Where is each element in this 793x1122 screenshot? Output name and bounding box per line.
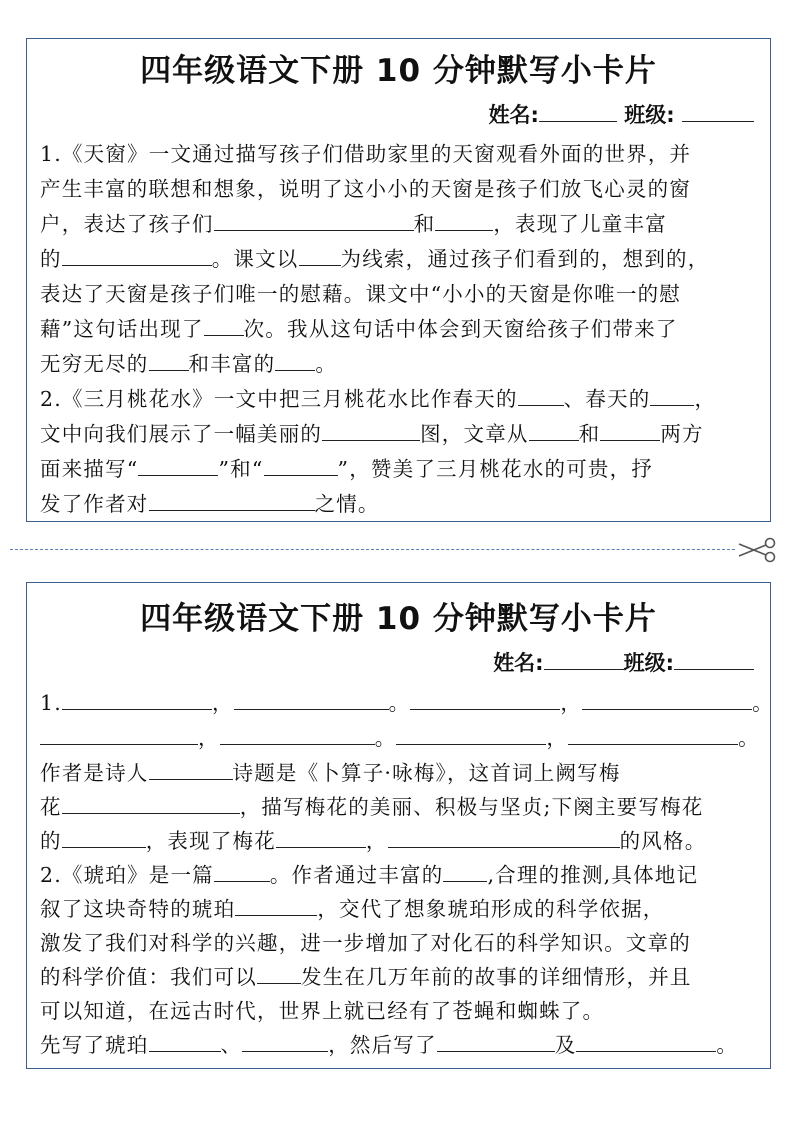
answer-blank[interactable] [234, 691, 389, 710]
answer-blank[interactable] [576, 1033, 716, 1052]
text-line [40, 824, 706, 854]
answer-blank[interactable] [264, 457, 338, 476]
text-segment: 先写了琥珀 [40, 1033, 149, 1057]
item-number: 1. [40, 691, 62, 715]
text-segment: ，然后写了 [328, 1033, 437, 1057]
punct: ， [560, 691, 583, 715]
answer-blank[interactable] [435, 212, 493, 231]
name-class-row [493, 647, 754, 677]
text-segment: 2.《琥珀》是一篇 [40, 863, 214, 887]
punct: ， [198, 726, 220, 750]
text-segment: 次。我从这句话中体会到天窗给孩子们带来了 [243, 317, 678, 341]
text-segment: 发生在几万年前的故事的详细情形，并且 [301, 965, 692, 989]
poem-line-2 [40, 721, 760, 751]
answer-blank[interactable] [149, 1033, 221, 1052]
answer-blank[interactable] [437, 1033, 555, 1052]
dictation-card-1 [26, 38, 771, 522]
text-line: 表达了天窗是孩子们唯一的慰藉。课文中“小小的天窗是你唯一的慰 [40, 282, 681, 306]
answer-blank[interactable] [276, 829, 366, 848]
answer-blank[interactable] [149, 492, 315, 511]
text-segment: 和 [413, 212, 436, 236]
text-line [40, 756, 621, 786]
text-line: 激发了我们对科学的兴趣，进一步增加了对化石的科学知识。文章的 [40, 931, 691, 955]
text-segment: 、 [220, 1033, 243, 1057]
answer-blank[interactable] [600, 422, 660, 441]
name-label: 姓名: [488, 103, 539, 127]
text-segment: ， [365, 829, 388, 853]
text-segment: 诗题是《卜算子·咏梅》，这首词上阙写梅 [232, 761, 621, 785]
answer-blank[interactable] [388, 829, 620, 848]
answer-blank[interactable] [62, 247, 212, 266]
answer-blank[interactable] [138, 457, 218, 476]
name-label: 姓名: [493, 651, 544, 675]
text-segment: 花 [40, 795, 62, 819]
text-line [40, 1028, 738, 1058]
text-segment: 、春天的 [563, 387, 651, 411]
text-segment: 和丰富的 [188, 352, 276, 376]
text-segment: 两方 [660, 422, 704, 446]
text-segment: 及 [554, 1033, 577, 1057]
text-line [40, 790, 704, 820]
punct: 。 [388, 691, 411, 715]
text-line: 可以知道，在远古时代，世界上就已经有了苍蝇和蜘蛛了。 [40, 999, 605, 1023]
answer-blank[interactable] [214, 212, 414, 231]
text-segment: 文中向我们展示了一幅美丽的 [40, 422, 323, 446]
card-title: 四年级语文下册 10 分钟默写小卡片 [140, 601, 657, 637]
text-segment: 户，表达了孩子们 [40, 212, 214, 236]
text-line [40, 452, 653, 482]
text-line [40, 347, 337, 377]
text-segment: 之情。 [314, 492, 380, 516]
punct: 。 [738, 726, 760, 750]
text-segment: ”和“ [218, 457, 264, 481]
punct: 。 [752, 691, 774, 715]
answer-blank[interactable] [582, 691, 752, 710]
text-line [40, 892, 665, 922]
cut-line [10, 549, 735, 550]
answer-blank[interactable] [62, 829, 146, 848]
text-line [40, 382, 716, 412]
text-segment: 作者是诗人 [40, 761, 149, 785]
text-segment: ，表现了儿童丰富 [493, 212, 667, 236]
text-line: 产生丰富的联想和想象，说明了这小小的天窗是孩子们放飞心灵的窗 [40, 177, 691, 201]
answer-blank[interactable] [40, 726, 198, 745]
card-title: 四年级语文下册 10 分钟默写小卡片 [140, 53, 657, 89]
text-line [40, 487, 380, 517]
answer-blank[interactable] [529, 422, 579, 441]
answer-blank[interactable] [149, 352, 189, 371]
text-segment: 和 [578, 422, 601, 446]
answer-blank[interactable] [214, 863, 270, 882]
text-line [40, 960, 692, 990]
text-line [40, 312, 678, 342]
answer-blank[interactable] [242, 1033, 328, 1052]
answer-blank[interactable] [204, 317, 244, 336]
text-segment: ， [694, 387, 717, 411]
text-segment: 。作者通过丰富的 [269, 863, 444, 887]
answer-blank[interactable] [275, 352, 315, 371]
text-segment: ”，赞美了三月桃花水的可贵，抒 [337, 457, 654, 481]
text-segment: ,合理的推测,具体地记 [487, 863, 699, 887]
answer-blank[interactable] [235, 897, 317, 916]
text-line [40, 417, 704, 447]
text-segment: 的科学价值：我们可以 [40, 965, 257, 989]
class-blank[interactable] [682, 101, 754, 122]
text-segment: 藉”这句话出现了 [40, 317, 204, 341]
name-class-row [489, 99, 754, 129]
text-segment: 。 [315, 352, 338, 376]
text-segment: 的 [40, 247, 62, 271]
punct: ， [546, 726, 569, 750]
answer-blank[interactable] [650, 387, 694, 406]
text-line: 1.《天窗》一文通过描写孩子们借助家里的天窗观看外面的世界，并 [40, 142, 692, 166]
text-segment: 。 [716, 1033, 739, 1057]
answer-blank[interactable] [322, 422, 420, 441]
class-label: 班级: [623, 651, 674, 675]
text-segment: 的风格。 [619, 829, 707, 853]
text-segment: 为线索，通过孩子们看到的，想到的， [340, 247, 710, 271]
class-blank[interactable] [674, 649, 754, 670]
scissors-icon [737, 536, 777, 564]
text-segment: 的 [40, 829, 62, 853]
text-segment: 面来描写“ [40, 457, 139, 481]
dictation-card-2 [26, 582, 774, 1069]
class-label: 班级: [624, 103, 675, 127]
text-line [40, 858, 698, 888]
answer-blank[interactable] [220, 726, 375, 745]
name-blank[interactable] [539, 101, 617, 122]
poem-line-1 [40, 686, 774, 716]
text-line [40, 207, 667, 237]
text-segment: 叙了这块奇特的琥珀 [40, 897, 236, 921]
answer-blank[interactable] [410, 691, 560, 710]
answer-blank[interactable] [149, 761, 233, 780]
answer-blank[interactable] [299, 247, 341, 266]
text-segment: ，交代了想象琥珀形成的科学依据， [317, 897, 665, 921]
name-blank[interactable] [544, 649, 624, 670]
text-segment: ，描写梅花的美丽、积极与坚贞;下阕主要写梅花 [239, 795, 704, 819]
text-line [40, 242, 709, 272]
answer-blank[interactable] [257, 965, 301, 984]
answer-blank[interactable] [62, 795, 240, 814]
answer-blank[interactable] [396, 726, 546, 745]
text-segment: 发了作者对 [40, 492, 149, 516]
text-segment: ，表现了梅花 [145, 829, 276, 853]
punct: ， [211, 691, 234, 715]
answer-blank[interactable] [443, 863, 487, 882]
text-segment: 无穷无尽的 [40, 352, 149, 376]
answer-blank[interactable] [518, 387, 564, 406]
answer-blank[interactable] [568, 726, 738, 745]
punct: 。 [374, 726, 397, 750]
text-segment: 。课文以 [211, 247, 299, 271]
answer-blank[interactable] [62, 691, 212, 710]
text-segment: 图，文章从 [420, 422, 529, 446]
text-segment: 2.《三月桃花水》一文中把三月桃花水比作春天的 [40, 387, 518, 411]
